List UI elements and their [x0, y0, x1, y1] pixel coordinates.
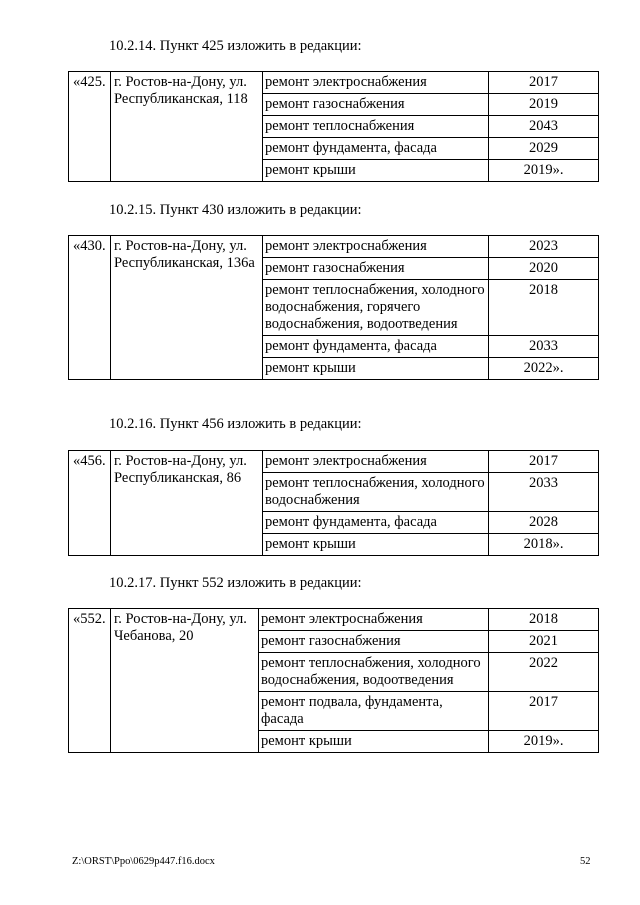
item-number: «430.: [69, 236, 111, 380]
work-year: 2019: [489, 94, 599, 116]
table-row: [69, 609, 599, 631]
item-number: «456.: [69, 451, 111, 556]
work-year: 2028: [489, 512, 599, 534]
work-year: 2033: [489, 473, 599, 512]
section-heading-425: 10.2.14. Пункт 425 изложить в редакции:: [109, 38, 362, 54]
item-address: г. Ростов-на-Дону, ул. Чебанова, 20: [111, 609, 259, 753]
work-name: ремонт крыши: [259, 731, 489, 753]
table-row: [69, 451, 599, 473]
table-item-425: [68, 71, 599, 182]
table-row: [69, 236, 599, 258]
work-name: ремонт теплоснабжения, холодного водоснабжения: [263, 473, 489, 512]
item-address: г. Ростов-на-Дону, ул. Республиканская, 118: [111, 72, 263, 182]
work-name: ремонт газоснабжения: [263, 258, 489, 280]
table-item-456: [68, 450, 599, 556]
work-year: 2022».: [489, 358, 599, 380]
work-name: ремонт электроснабжения: [263, 72, 489, 94]
table-item-552: [68, 608, 599, 753]
item-address: г. Ростов-на-Дону, ул. Республиканская, 136а: [111, 236, 263, 380]
work-name: ремонт теплоснабжения, холодного водоснабжения, водоотведения: [259, 653, 489, 692]
work-name: ремонт газоснабжения: [263, 94, 489, 116]
work-year: 2033: [489, 336, 599, 358]
work-year: 2017: [489, 692, 599, 731]
work-year: 2043: [489, 116, 599, 138]
work-name: ремонт фундамента, фасада: [263, 336, 489, 358]
table-item-430: [68, 235, 599, 380]
section-heading-552: 10.2.17. Пункт 552 изложить в редакции:: [109, 575, 362, 591]
work-year: 2023: [489, 236, 599, 258]
work-name: ремонт теплоснабжения, холодного водоснабжения, горячего водоснабжения, водоотведения: [263, 280, 489, 336]
item-number: «425.: [69, 72, 111, 182]
work-name: ремонт электроснабжения: [259, 609, 489, 631]
work-year: 2017: [489, 451, 599, 473]
work-year: 2018: [489, 280, 599, 336]
footer-page-number: 52: [580, 856, 591, 867]
work-year: 2018».: [489, 534, 599, 556]
work-year: 2021: [489, 631, 599, 653]
work-year: 2017: [489, 72, 599, 94]
section-heading-430: 10.2.15. Пункт 430 изложить в редакции:: [109, 202, 362, 218]
work-name: ремонт электроснабжения: [263, 451, 489, 473]
work-name: ремонт фундамента, фасада: [263, 512, 489, 534]
work-year: 2019».: [489, 160, 599, 182]
work-year: 2018: [489, 609, 599, 631]
work-name: ремонт теплоснабжения: [263, 116, 489, 138]
work-year: 2019».: [489, 731, 599, 753]
work-name: ремонт электроснабжения: [263, 236, 489, 258]
footer-file-path: Z:\ORST\Ppo\0629p447.f16.docx: [72, 856, 215, 867]
work-name: ремонт фундамента, фасада: [263, 138, 489, 160]
work-name: ремонт крыши: [263, 160, 489, 182]
work-name: ремонт подвала, фундамента, фасада: [259, 692, 489, 731]
work-year: 2029: [489, 138, 599, 160]
item-address: г. Ростов-на-Дону, ул. Республиканская, 86: [111, 451, 263, 556]
work-name: ремонт газоснабжения: [259, 631, 489, 653]
work-year: 2022: [489, 653, 599, 692]
work-name: ремонт крыши: [263, 358, 489, 380]
work-year: 2020: [489, 258, 599, 280]
item-number: «552.: [69, 609, 111, 753]
work-name: ремонт крыши: [263, 534, 489, 556]
table-row: [69, 72, 599, 94]
section-heading-456: 10.2.16. Пункт 456 изложить в редакции:: [109, 416, 362, 432]
